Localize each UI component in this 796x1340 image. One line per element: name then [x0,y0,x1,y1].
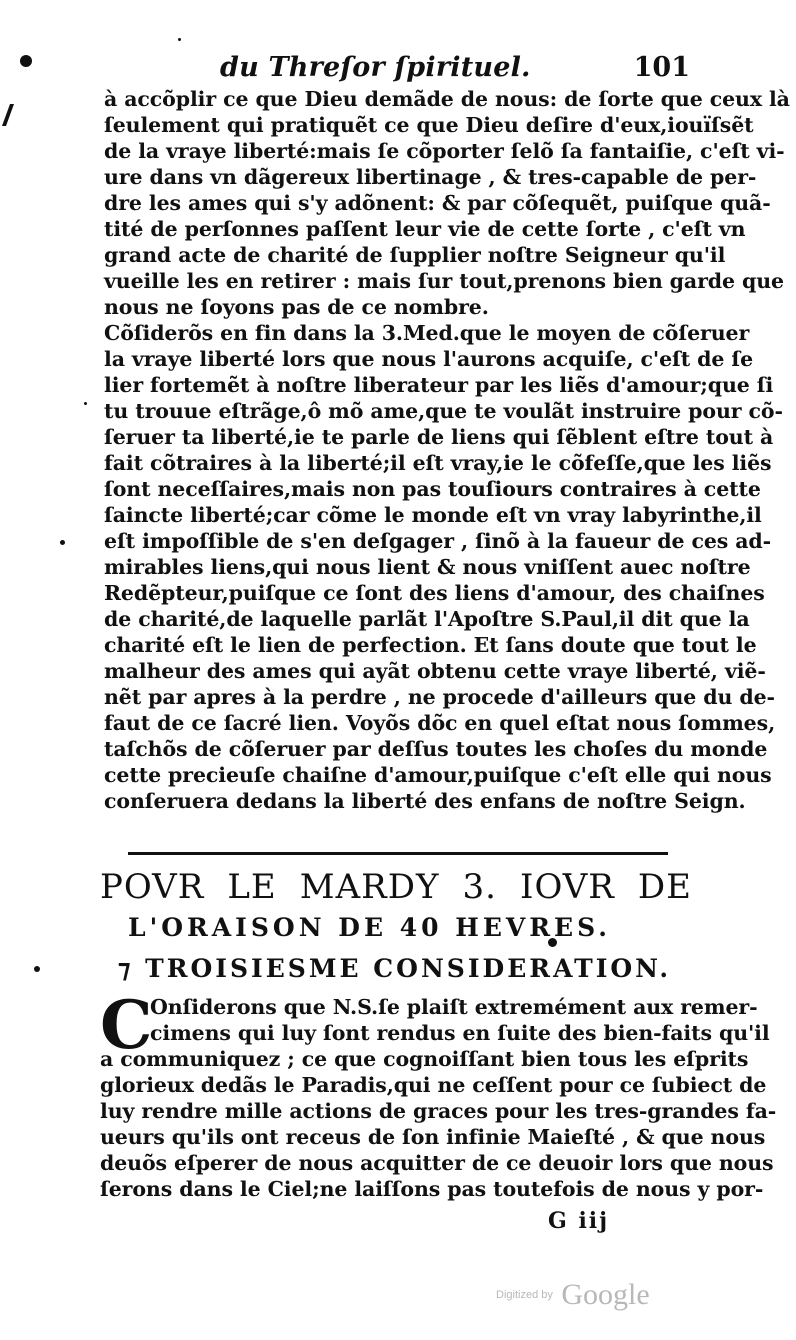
text-line: faut de ce ſacré lien. Voyõs dõc en quel eſtat nous ſommes, [104,711,776,735]
text-line: ueurs qu'ils ont receus de ſon infinie Maieſté , & que nous [100,1125,766,1149]
text-line: lier fortemẽt à noſtre liberateur par les liẽs d'amour;que ſi [104,373,774,397]
text-line: ſaincte liberté;car cõme le monde eſt vn vray labyrinthe,il [104,503,762,527]
text-line: à accõplir ce que Dieu demãde de nous: de ſorte que ceux là [104,87,790,111]
text-line: grand acte de charité de ſupplier noſtre Seigneur qu'il [104,243,726,267]
text-line: de charité,de laquelle parlãt l'Apoſtre S.Paul,il dit que la [104,607,750,631]
text-line: luy rendre mille actions de graces pour les tres-grandes fa- [100,1099,777,1123]
text-line: glorieux dedãs le Paradis,qui ne ceſſent pour ce ſubiect de [100,1073,767,1097]
text-line: ſeruer ta liberté,ie te parle de liens qui ſẽblent eſtre tout à [104,425,774,449]
text-line: conſeruera dedans la liberté des enfans de noſtre Seign. [104,789,746,813]
text-line: la vraye liberté lors que nous l'aurons acquiſe, c'eſt de ſe [104,347,754,371]
text-line: a communiquez ; ce que cognoiſſant bien tous les eſprits [100,1047,749,1071]
text-line: ure dans vn dãgereux libertinage , & tres-capable de per- [104,165,757,189]
text-line: cette precieuſe chaiſne d'amour,puiſque c'eſt elle qui nous [104,763,772,787]
ink-speck-mark [84,402,87,405]
text-line: ſeulement qui pratiquẽt ce que Dieu deſire d'eux,iouïſsẽt [104,113,754,137]
text-line: tu trouue eſtrãge,ô mõ ame,que te voulãt instruire pour cõ- [104,399,783,423]
ink-blot-mark [20,55,32,67]
text-line: tité de perſonnes paſſent leur vie de cette ſorte , c'eſt vn [104,217,746,241]
text-line: mirables liens,qui nous lient & nous vniſſent auec noſtre [104,555,751,579]
ink-speck-mark [178,38,181,41]
text-line: nẽt par apres à la perdre , ne procede d'ailleurs que du de- [104,685,775,709]
ink-speck-mark [60,540,65,545]
text-line: Onſiderons que N.S.ſe plaiſt extremément aux remer- [150,995,758,1019]
text-line: malheur des ames qui ayãt obtenu cette vraye liberté, viẽ- [104,659,766,683]
drop-cap: C [100,986,153,1064]
text-line: nous ne ſoyons pas de ce nombre. [104,295,489,319]
section-heading: POVR LE MARDY 3. IOVR DE [100,867,692,907]
text-line: Cõſiderõs en fin dans la 3.Med.que le moyen de cõſeruer [104,321,750,345]
ink-speck-mark [34,966,40,972]
section-divider [128,852,668,855]
page-number: 101 [633,52,690,83]
text-line: vueille les en retirer : mais ſur tout,prenons bien garde que [104,269,784,293]
signature-mark: G iij [548,1208,610,1234]
text-line: eſt impoſſible de s'en deſgager , ſinõ à la faueur de ces ad- [104,529,772,553]
text-line: Redẽpteur,puiſque ce ſont des liens d'amour, des chaiſnes [104,581,765,605]
watermark-brand: Google [561,1278,650,1311]
running-title: du Threſor ſpirituel. [220,52,531,83]
paragraph-mark-icon: ⁊ [118,954,146,983]
body-text [104,86,790,814]
text-line: taſchõs de cõſeruer par deſſus toutes les choſes du monde [104,737,768,761]
text-line: ſerons dans le Ciel;ne laiſſons pas toutefois de nous y por- [100,1177,764,1201]
text-line: fait cõtraires à la liberté;il eſt vray,ie le cõfeſſe,que les liẽs [104,451,772,475]
text-line: deuõs eſperer de nous acquitter de ce deuoir lors que nous [100,1151,774,1175]
text-line: cimens qui luy ſont rendus en ſuite des bien-faits qu'il [150,1021,770,1045]
digitized-watermark [496,1278,650,1312]
section-subheading: L'ORAISON DE 40 HEVRES. [128,913,611,942]
text-line: ſont neceſſaires,mais non pas touſiours contraires à cette [104,477,761,501]
margin-tick-mark [2,104,28,126]
consideration-title [118,952,672,986]
watermark-prefix: Digitized by [496,1289,553,1301]
consideration-title-text: TROISIESME CONSIDERATION. [145,954,672,983]
text-line: charité eſt le lien de perfection. Et ſans doute que tout le [104,633,757,657]
text-line: dre les ames qui s'y adõnent: & par cõſequẽt, puiſque quã- [104,191,771,215]
consideration-text [100,986,777,1202]
text-line: de la vraye liberté:mais ſe cõporter ſelõ ſa fantaiſie, c'eſt vi- [104,139,785,163]
